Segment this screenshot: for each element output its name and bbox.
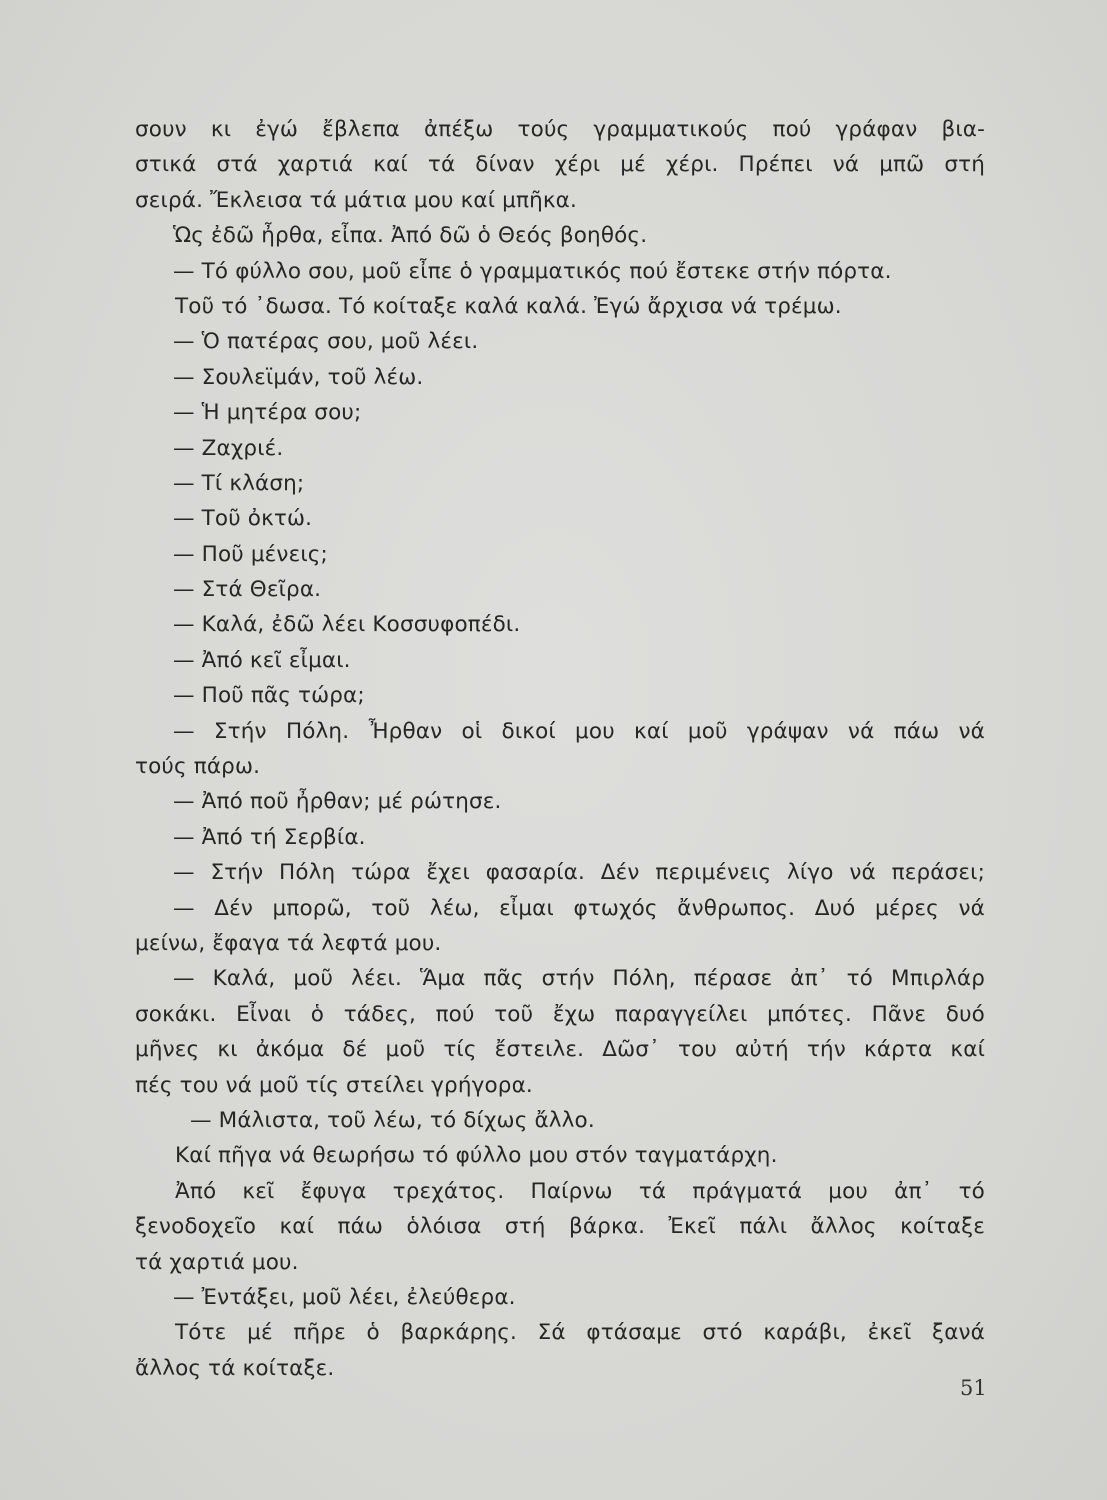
text-line: — Καλά, ἐδῶ λέει Κοσσυφοπέδι. — [173, 612, 521, 638]
text-line: — Στήν Πόλη. Ἦρθαν οἱ δικοί μου καί μοῦ γράψαν νά πάω νά — [173, 718, 985, 744]
text-line: πές του νά μοῦ τίς στείλει γρήγορα. — [135, 1072, 533, 1098]
text-line: — Ὁ πατέρας σου, μοῦ λέει. — [173, 329, 479, 355]
text-line: — Τί κλάση; — [173, 470, 305, 496]
text-line: — Ζαχριέ. — [173, 435, 284, 461]
text-line: — Στά Θεῖρα. — [173, 577, 322, 603]
text-line: μείνω, ἔφαγα τά λεφτά μου. — [135, 930, 442, 956]
text-line: στικά στά χαρτιά καί τά δίναν χέρι μέ χέρι. Πρέπει νά μπῶ στή — [135, 152, 985, 178]
text-line: σοκάκι. Εἶναι ὁ τάδες, πού τοῦ ἔχω παραγγείλει μπότες. Πᾶνε δυό — [135, 1001, 985, 1027]
text-line: τούς πάρω. — [135, 754, 261, 780]
text-line: Ὡς ἐδῶ ἦρθα, εἶπα. Ἀπό δῶ ὁ Θεός βοηθός. — [173, 223, 648, 249]
text-line: Τότε μέ πῆρε ὁ βαρκάρης. Σά φτάσαμε στό καράβι, ἐκεῖ ξανά — [175, 1320, 985, 1346]
text-line: ἄλλος τά κοίταξε. — [135, 1355, 335, 1381]
text-line: — Ἐντάξει, μοῦ λέει, ἐλεύθερα. — [173, 1284, 516, 1310]
text-line: — Δέν μπορῶ, τοῦ λέω, εἶμαι φτωχός ἄνθρωπος. Δυό μέρες νά — [173, 895, 985, 921]
text-line: — Ποῦ μένεις; — [173, 541, 328, 567]
text-line: τά χαρτιά μου. — [135, 1249, 299, 1275]
body-text — [135, 112, 985, 1386]
text-line: Ἀπό κεῖ ἔφυγα τρεχάτος. Παίρνω τά πράγματά μου ἀπ᾽ τό — [175, 1178, 985, 1204]
text-line: — Ἀπό κεῖ εἶμαι. — [173, 647, 351, 673]
text-line: — Μάλιστα, τοῦ λέω, τό δίχως ἄλλο. — [190, 1107, 595, 1133]
text-line: — Ἀπό ποῦ ἦρθαν; μέ ρώτησε. — [173, 789, 502, 815]
text-line: Τοῦ τό ᾽δωσα. Τό κοίταξε καλά καλά. Ἐγώ ἄρχισα νά τρέμω. — [175, 293, 842, 319]
text-line: σουν κι ἐγώ ἔβλεπα ἀπέξω τούς γραμματικούς πού γράφαν βια- — [135, 117, 985, 142]
text-line: — Τό φύλλο σου, μοῦ εἶπε ὁ γραμματικός πού ἔστεκε στήν πόρτα. — [173, 258, 892, 284]
text-line: — Τοῦ ὀκτώ. — [173, 506, 313, 532]
text-line: — Ἡ μητέρα σου; — [173, 400, 362, 426]
text-line: — Ποῦ πᾶς τώρα; — [173, 683, 365, 709]
text-line: σειρά. Ἔκλεισα τά μάτια μου καί μπῆκα. — [135, 187, 577, 213]
text-line: Καί πῆγα νά θεωρήσω τό φύλλο μου στόν ταγματάρχη. — [175, 1143, 778, 1169]
text-line: — Ἀπό τή Σερβία. — [173, 824, 366, 850]
text-line: μῆνες κι ἀκόμα δέ μοῦ τίς ἔστειλε. Δῶσ᾽ του αὐτή τήν κάρτα καί — [135, 1037, 985, 1063]
text-line: — Στήν Πόλη τώρα ἔχει φασαρία. Δέν περιμένεις λίγο νά περάσει; — [173, 860, 985, 886]
page-number: 51 — [960, 1376, 987, 1400]
text-line: — Καλά, μοῦ λέει. Ἅμα πᾶς στήν Πόλη, πέρασε ἀπ᾽ τό Μπιρλάρ — [173, 966, 985, 992]
text-line: — Σουλεϊμάν, τοῦ λέω. — [173, 364, 424, 390]
text-line: ξενοδοχεῖο καί πάω ὁλόισα στή βάρκα. Ἐκεῖ πάλι ἄλλος κοίταξε — [135, 1214, 985, 1240]
